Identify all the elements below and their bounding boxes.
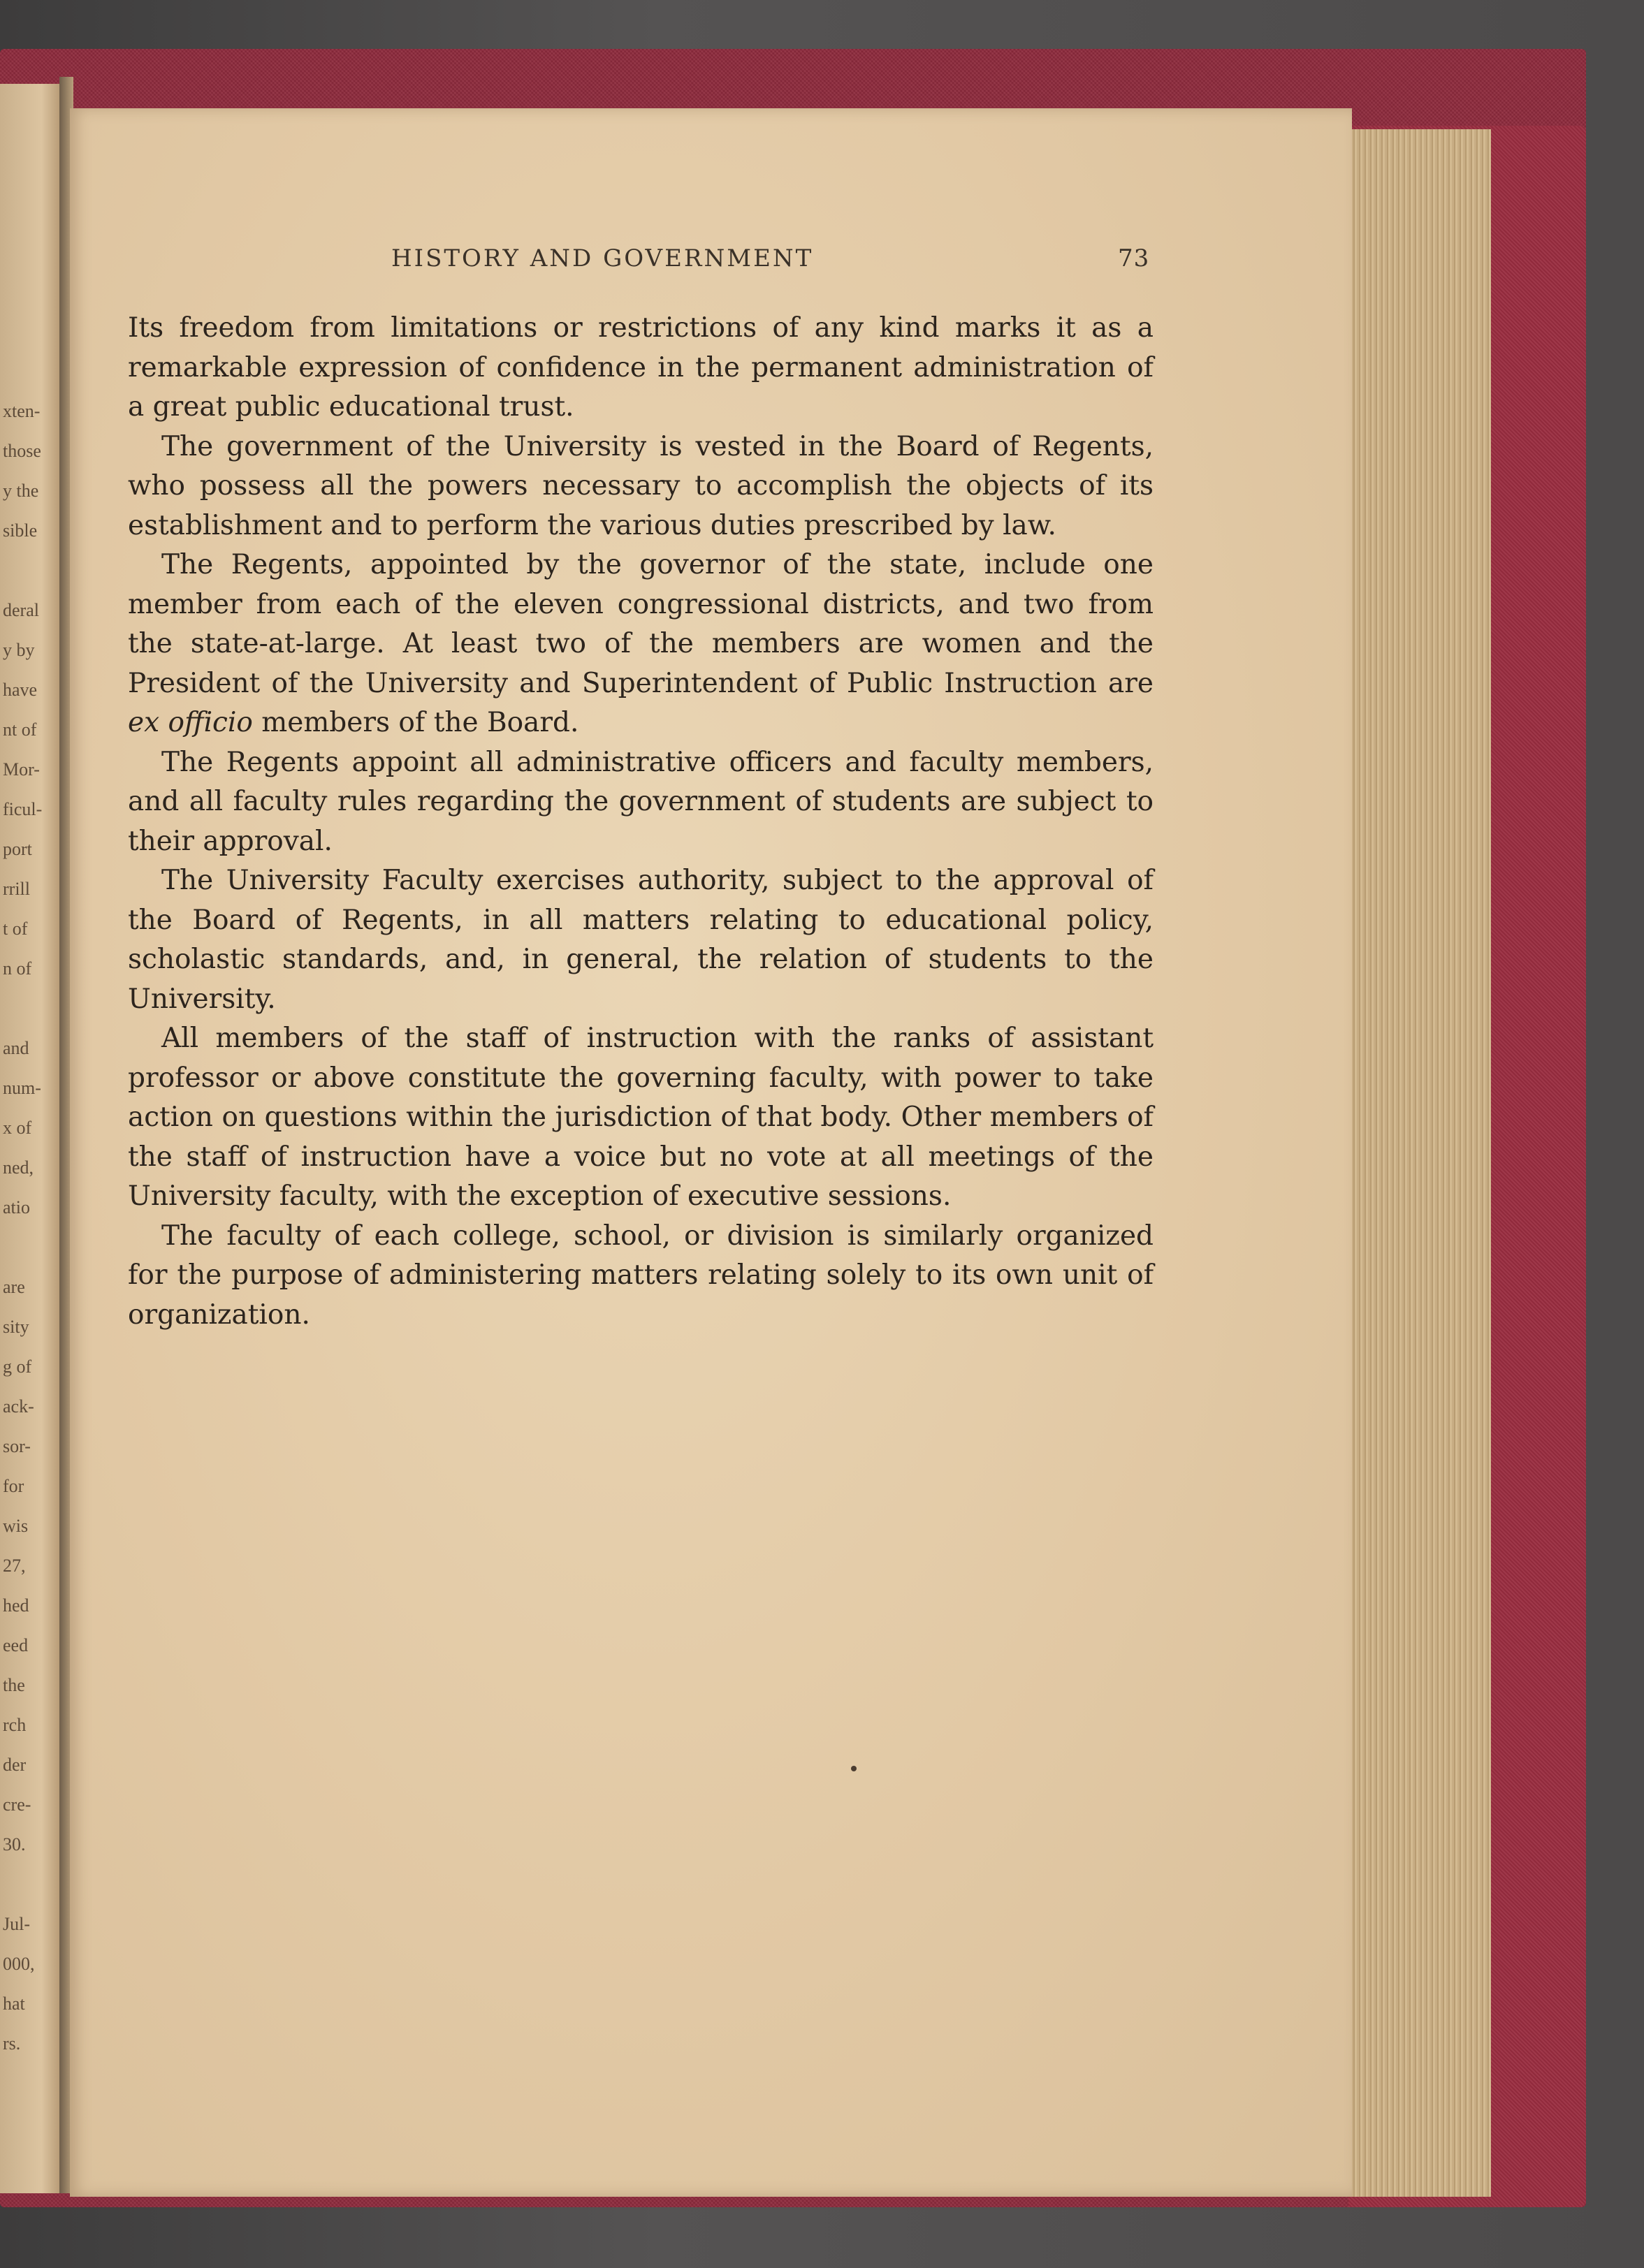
facing-page-text: xten- those y the sible deral y by have nt of Mor- ficul- port rrill t of n of and num- x of ned, atio are sity g of ack- sor- for wis 27, hed eed the rch der cre- 30. Jul- 000, hat rs.: [3, 401, 43, 2054]
paragraph: All members of the staff of instruction with the ranks of assistant professor or above constitute the governing faculty, with power to take action on questions within the jurisdiction of that body. Other members of the staff of instruction have a voice but no vote at all meetings of the University faculty, with the exception of executive sessions.: [128, 1023, 1154, 1212]
paragraph: The Regents appoint all administrative officers and faculty members, and all faculty rules regarding the government of students are subject to their approval.: [128, 746, 1154, 857]
paragraph-text: The Regents, appointed by the governor of the state, include one member from each of the eleven congressional districts, and two from the state-at-large. At least two of the members are women and the President of the University and Superintendent of Public Instruction are: [128, 549, 1154, 699]
body-text: [128, 309, 1154, 1335]
paragraph-text: members of the Board.: [252, 707, 579, 738]
page-number: 73: [1118, 244, 1150, 272]
page-block-edge: [1348, 129, 1491, 2197]
paragraph: The faculty of each college, school, or division is similarly organized for the purpose of administering matters relating solely to its own unit of organization.: [128, 1220, 1154, 1331]
paragraph: [128, 546, 1154, 743]
paragraph: The government of the University is vested in the Board of Regents, who possess all the powers necessary to accomplish the objects of its establishment and to perform the various duties prescribed by law.: [128, 430, 1154, 541]
running-head-title: HISTORY AND GOVERNMENT: [391, 244, 814, 272]
facing-page: [0, 84, 59, 2193]
ink-speck: [851, 1766, 857, 1771]
paragraph: The University Faculty exercises authority, subject to the approval of the Board of Regents, in all matters relating to educational policy, scholastic standards, and, in general, the relation of students to the University.: [128, 865, 1154, 1015]
paragraph: Its freedom from limitations or restrictions of any kind marks it as a remarkable expression of confidence in the permanent administration of a great public educational trust.: [128, 312, 1154, 423]
italic-phrase: ex officio: [128, 707, 253, 738]
